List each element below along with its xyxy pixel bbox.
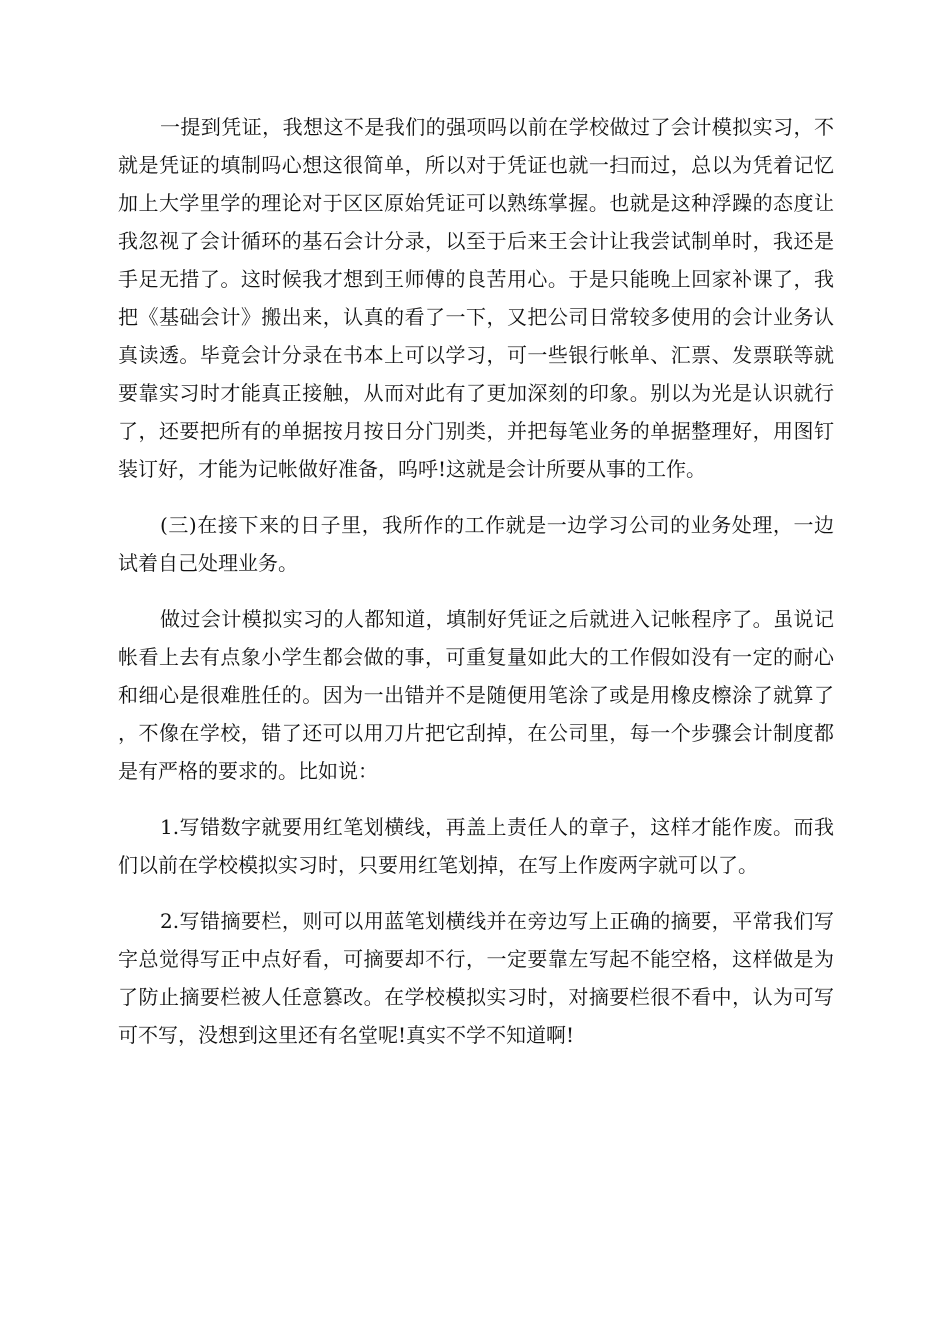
document-body bbox=[118, 108, 834, 1072]
paragraph-voucher-learning: 一提到凭证，我想这不是我们的强项吗以前在学校做过了会计模拟实习，不就是凭证的填制吗心想这很简单，所以对于凭证也就一扫而过，总以为凭着记忆加上大学里学的理论对于区区原始凭证可以熟练掌握。也就是这种浮躁的态度让我忽视了会计循环的基石会计分录，以至于后来王会计让我尝试制单时，我还是手足无措了。这时候我才想到王师傅的良苦用心。于是只能晚上回家补课了，我把《基础会计》搬出来，认真的看了一下，又把公司日常较多使用的会计业务认真读透。毕竟会计分录在书本上可以学习，可一些银行帐单、汇票、发票联等就要靠实习时才能真正接触，从而对此有了更加深刻的印象。别以为光是认识就行了，还要把所有的单据按月按日分门别类，并把每笔业务的单据整理好，用图钉装订好，才能为记帐做好准备，呜呼!这就是会计所要从事的工作。 bbox=[118, 115, 834, 481]
paragraph-rule-two: 2.写错摘要栏，则可以用蓝笔划横线并在旁边写上正确的摘要，平常我们写字总觉得写正中点好看，可摘要却不行，一定要靠左写起不能空格，这样做是为了防止摘要栏被人任意篡改。在学校模拟实习时，对摘要栏很不看中，认为可写可不写，没想到这里还有名堂呢!真实不学不知道啊! bbox=[118, 909, 834, 1047]
paragraph-bookkeeping: 做过会计模拟实习的人都知道，填制好凭证之后就进入记帐程序了。虽说记帐看上去有点象小学生都会做的事，可重复量如此大的工作假如没有一定的耐心和细心是很难胜任的。因为一出错并不是随便用笔涂了或是用橡皮檫涂了就算了，不像在学校，错了还可以用刀片把它刮掉，在公司里，每一个步骤会计制度都是有严格的要求的。比如说： bbox=[118, 607, 834, 783]
paragraph-section-three: (三)在接下来的日子里，我所作的工作就是一边学习公司的业务处理，一边试着自己处理业务。 bbox=[118, 513, 834, 575]
paragraph-rule-one: 1.写错数字就要用红笔划横线，再盖上责任人的章子，这样才能作废。而我们以前在学校模拟实习时，只要用红笔划掉，在写上作废两字就可以了。 bbox=[118, 815, 834, 877]
